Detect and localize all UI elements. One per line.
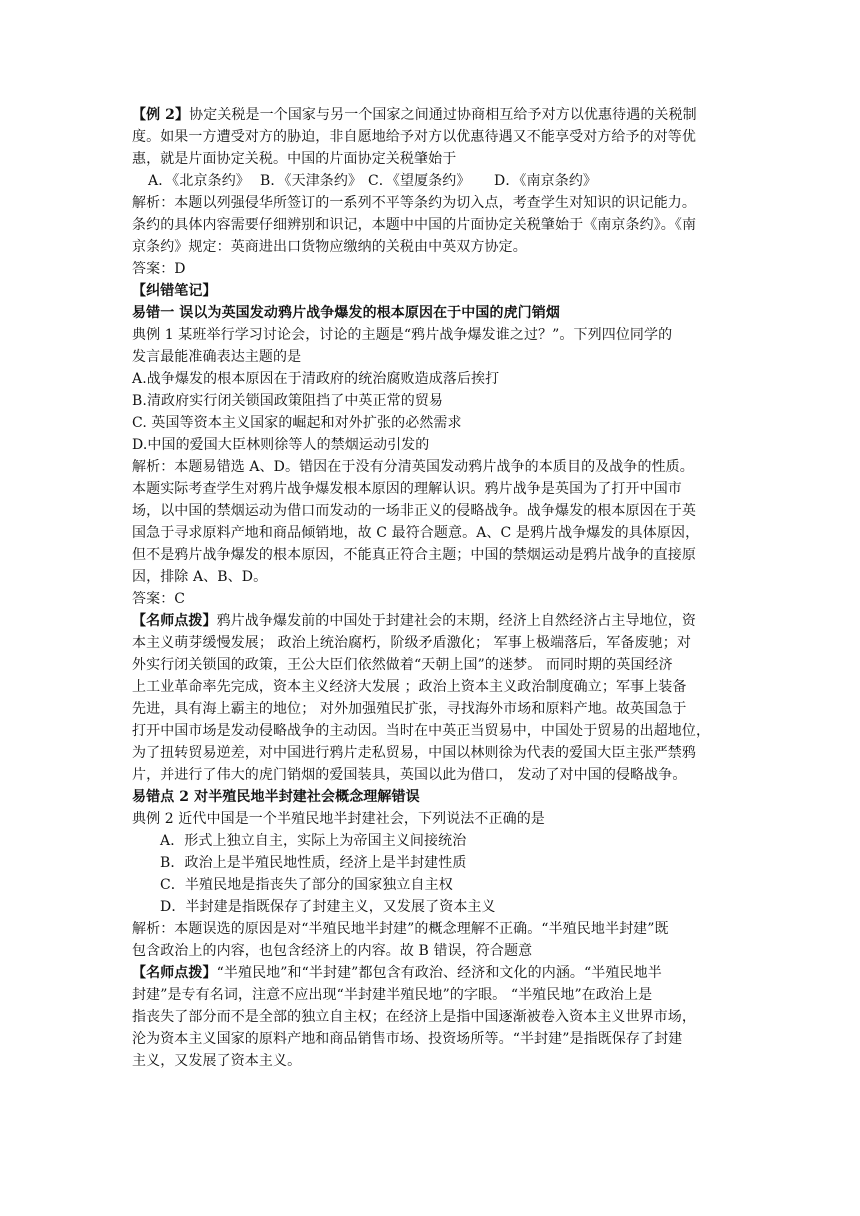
error2-option-b: B．政治上是半殖民地性质，经济上是半封建性质 [160, 855, 467, 871]
error1-tip-3: 外实行闭关锁国的政策，王公大臣们依然做着“天朝上国”的迷梦。 而同时期的英国经济 [132, 657, 673, 673]
example2-option-d: D．《南京条约》 [494, 173, 598, 189]
error1-tip-5: 先进，具有海上霸主的地位； 对外加强殖民扩张，寻找海外市场和原料产地。故英国急于 [132, 701, 687, 717]
error2-question: 典例 2 近代中国是一个半殖民地半封建社会，下列说法不正确的是 [132, 811, 545, 827]
example2-analysis-1: 解析：本题以列强侵华所签订的一系列不平等条约为切入点，考查学生对知识的识记能力。 [132, 195, 696, 211]
error1-question-2: 发言最能准确表达主题的是 [132, 349, 302, 365]
error1-option-c: C. 英国等资本主义国家的崛起和对外扩张的必然需求 [132, 415, 462, 431]
example2-analysis-3: 京条约》规定：英商进出口货物应缴纳的关税由中英双方协定。 [132, 239, 527, 255]
error1-option-a: A.战争爆发的根本原因在于清政府的统治腐败造成落后挨打 [132, 371, 500, 387]
error1-answer: 答案：C [132, 591, 186, 607]
error1-analysis-1: 解析：本题易错选 A、D。错因在于没有分清英国发动鸦片战争的本质目的及战争的性质。 [132, 459, 694, 475]
error1-title: 易错一 误以为英国发动鸦片战争爆发的根本原因在于中国的虎门销烟 [132, 305, 560, 321]
example2-option-b: B．《天津条约》 [260, 173, 363, 189]
error1-analysis-6: 因，排除 A、B、D。 [132, 569, 268, 585]
error2-option-d: D．半封建是指既保存了封建主义，又发展了资本主义 [160, 899, 496, 915]
error2-analysis-2: 包含政治上的内容，也包含经济上的内容。故 B 错误，符合题意 [132, 943, 533, 959]
error1-option-b: B.清政府实行闭关锁国政策阻挡了中英正常的贸易 [132, 393, 444, 409]
example2-line-3: 惠，就是片面协定关税。中国的片面协定关税肇始于 [132, 151, 457, 167]
error1-analysis-5: 但不是鸦片战争爆发的根本原因，不能真正符合主题；中国的禁烟运动是鸦片战争的直接原 [132, 547, 696, 563]
error2-tip-4: 沦为资本主义国家的原料产地和商品销售市场、投资场所等。“半封建”是指既保存了封建 [132, 1031, 683, 1047]
error1-question-1: 典例 1 某班举行学习讨论会，讨论的主题是“鸦片战争爆发谁之过？”。下列四位同学的 [132, 327, 673, 343]
example2-option-c: C．《望厦条约》 [368, 173, 471, 189]
error2-analysis-1: 解析：本题误选的原因是对“半殖民地半封建”的概念理解不正确。“半殖民地半封建”既 [132, 921, 669, 937]
example2-option-a: A．《北京条约》 [148, 173, 250, 189]
error1-tip-6: 打开中国市场是发动侵略战争的主动因。当时在中英正当贸易中，中国处于贸易的出超地位， [132, 723, 711, 739]
error2-option-a: A．形式上独立自主，实际上为帝国主义间接统治 [160, 833, 467, 849]
error1-tip-1 [132, 610, 732, 632]
example2-label: 【例 2】 [132, 107, 190, 123]
error1-option-d: D.中国的爱国大臣林则徐等人的禁烟运动引发的 [132, 437, 430, 453]
error1-tip-7: 为了扭转贸易逆差，对中国进行鸦片走私贸易，中国以林则徐为代表的爱国大臣主张严禁鸦 [132, 745, 696, 761]
error2-option-c: C．半殖民地是指丧失了部分的国家独立自主权 [160, 877, 453, 893]
error1-analysis-3: 场，以中国的禁烟运动为借口而发动的一场非正义的侵略战争。战争爆发的根本原因在于英 [132, 503, 696, 519]
error2-tip-label: 【名师点拨】 [132, 965, 217, 981]
error2-tip-text-1: “半殖民地”和“半封建”都包含有政治、经济和文化的内涵。“半殖民地半 [216, 965, 662, 981]
error1-tip-2: 本主义萌芽缓慢发展； 政治上统治腐朽，阶级矛盾激化； 军事上极端落后，军备废驰；对 [132, 635, 691, 651]
example2-options [132, 170, 732, 192]
document-page [132, 104, 732, 1072]
example2-text-1: 协定关税是一个国家与另一个国家之间通过协商相互给予对方以优惠待遇的关税制 [189, 107, 697, 123]
example2-analysis-2: 条约的具体内容需要仔细辨别和识记，本题中中国的片面协定关税肇始于《南京条约》。《南 [132, 217, 697, 233]
error2-title: 易错点 2 对半殖民地半封建社会概念理解错误 [132, 789, 420, 805]
example2-line-2: 度。如果一方遭受对方的胁迫，非自愿地给予对方以优惠待遇又不能享受对方给予的对等优 [132, 129, 696, 145]
error1-analysis-4: 国急于寻求原料产地和商品倾销地，故 C 最符合题意。A、C 是鸦片战争爆发的具体原因， [132, 525, 700, 541]
notes-title: 【纠错笔记】 [132, 283, 217, 299]
example2-answer: 答案：D [132, 261, 186, 277]
error1-tip-4: 上工业革命率先完成，资本主义经济大发展 ；政治上资本主义政治制度确立；军事上装备 [132, 679, 687, 695]
error2-tip-5: 主义，又发展了资本主义。 [132, 1053, 302, 1069]
error2-tip-1 [132, 962, 732, 984]
error1-tip-8: 片，并进行了伟大的虎门销烟的爱国装具，英国以此为借口， 发动了对中国的侵略战争。 [132, 767, 687, 783]
example2-line-1 [132, 104, 732, 126]
error2-tip-3: 指丧失了部分而不是全部的独立自主权；在经济上是指中国逐渐被卷入资本主义世界市场， [132, 1009, 696, 1025]
error1-tip-text-1: 鸦片战争爆发前的中国处于封建社会的末期，经济上自然经济占主导地位，资 [216, 613, 697, 629]
error2-tip-2: 封建”是专有名词，注意不应出现“半封建半殖民地”的字眼。 “半殖民地”在政治上是 [132, 987, 653, 1003]
error1-tip-label: 【名师点拨】 [132, 613, 217, 629]
error1-analysis-2: 本题实际考查学生对鸦片战争爆发根本原因的理解认识。鸦片战争是英国为了打开中国市 [132, 481, 682, 497]
